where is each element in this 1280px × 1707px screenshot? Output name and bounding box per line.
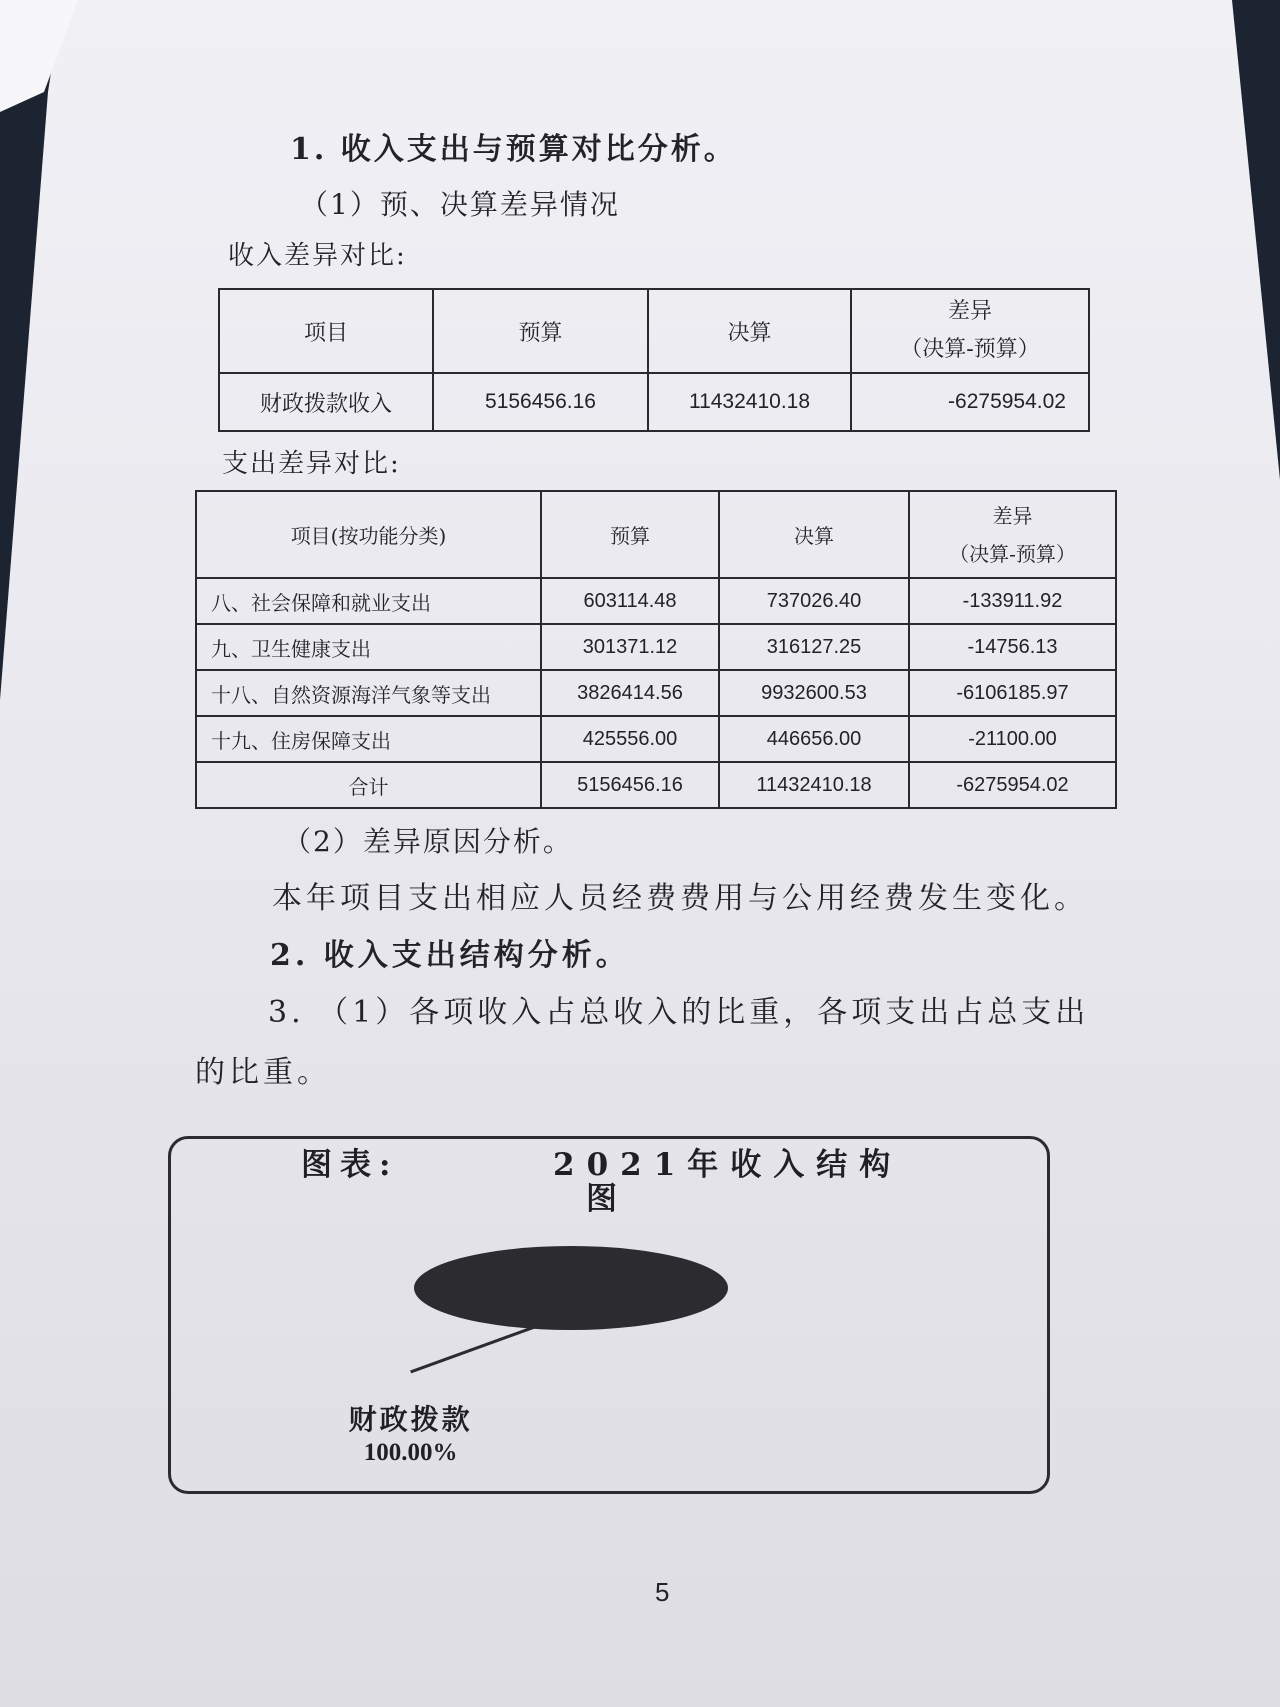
page-number: 5 bbox=[655, 1577, 670, 1607]
section3-line2: 的比重。 bbox=[195, 1055, 331, 1090]
cell-item: 财政拨款收入 bbox=[219, 373, 433, 431]
cell-budget: 301371.12 bbox=[541, 624, 719, 670]
header-budget: 预算 bbox=[433, 289, 648, 373]
header-diff-note: （决算-预算） bbox=[949, 541, 1076, 566]
cell-final: 737026.40 bbox=[719, 578, 909, 624]
cell-diff: -6106185.97 bbox=[909, 670, 1116, 716]
cell-budget: 603114.48 bbox=[541, 578, 719, 624]
chart-title-prefix: 图表: bbox=[301, 1147, 399, 1183]
cell-diff: -6275954.02 bbox=[851, 373, 1089, 431]
header-item: 项目 bbox=[219, 289, 433, 373]
cell-item: 十八、自然资源海洋气象等支出 bbox=[196, 670, 541, 716]
cell-item: 八、社会保障和就业支出 bbox=[196, 578, 541, 624]
section1-heading: 1. 收入支出与预算对比分析。 bbox=[290, 132, 737, 167]
cell-diff-total: -6275954.02 bbox=[909, 762, 1116, 808]
table-header-row bbox=[219, 289, 1089, 373]
cell-diff: -21100.00 bbox=[909, 716, 1116, 762]
cell-item-total: 合计 bbox=[196, 762, 541, 808]
cell-budget: 5156456.16 bbox=[433, 373, 648, 431]
cell-budget: 3826414.56 bbox=[541, 670, 719, 716]
table-row bbox=[196, 578, 1116, 624]
pie-slice-0 bbox=[414, 1246, 728, 1330]
expense-difference-table bbox=[195, 490, 1117, 809]
header-diff-note: （决算-预算） bbox=[900, 337, 1040, 362]
cell-final: 446656.00 bbox=[719, 716, 909, 762]
header-item: 项目(按功能分类) bbox=[196, 491, 541, 578]
section1-subheading: （1）预、决算差异情况 bbox=[300, 188, 620, 221]
income-difference-table bbox=[218, 288, 1090, 432]
table-header-row bbox=[196, 491, 1116, 578]
header-final: 决算 bbox=[719, 491, 909, 578]
expense-caption: 支出差异对比: bbox=[222, 449, 401, 479]
cell-diff: -14756.13 bbox=[909, 624, 1116, 670]
chart-title-line2: 图 bbox=[586, 1181, 617, 1217]
header-budget: 预算 bbox=[541, 491, 719, 578]
pie-slice-label-0: 财政拨款 bbox=[348, 1402, 473, 1436]
section3-line1: 3. （1）各项收入占总收入的比重，各项支出占总支出 bbox=[268, 995, 1090, 1030]
table-row bbox=[196, 670, 1116, 716]
header-diff-label: 差异 bbox=[992, 503, 1033, 528]
cell-final: 316127.25 bbox=[719, 624, 909, 670]
header-diff-label: 差异 bbox=[947, 299, 992, 324]
header-final: 决算 bbox=[648, 289, 851, 373]
cell-item: 十九、住房保障支出 bbox=[196, 716, 541, 762]
difference-reason-text: 本年项目支出相应人员经费费用与公用经费发生变化。 bbox=[272, 881, 1088, 916]
cell-budget-total: 5156456.16 bbox=[541, 762, 719, 808]
chart-title-line1: 2021年收入结构 bbox=[553, 1147, 903, 1183]
income-caption: 收入差异对比: bbox=[228, 241, 407, 271]
cell-item: 九、卫生健康支出 bbox=[196, 624, 541, 670]
section2-heading: 2. 收入支出结构分析。 bbox=[270, 938, 630, 973]
cell-final: 9932600.53 bbox=[719, 670, 909, 716]
table-row bbox=[196, 716, 1116, 762]
header-difference bbox=[851, 289, 1089, 373]
header-difference bbox=[909, 491, 1116, 578]
table-total-row bbox=[196, 762, 1116, 808]
difference-reason-subheading: （2）差异原因分析。 bbox=[283, 825, 573, 858]
cell-final: 11432410.18 bbox=[648, 373, 851, 431]
cell-final-total: 11432410.18 bbox=[719, 762, 909, 808]
table-row bbox=[219, 373, 1089, 431]
income-structure-chart bbox=[168, 1136, 1050, 1494]
cell-budget: 425556.00 bbox=[541, 716, 719, 762]
table-row bbox=[196, 624, 1116, 670]
pie-slice-value-0: 100.00% bbox=[363, 1438, 458, 1466]
pie-leader-line-0 bbox=[411, 1322, 549, 1372]
cell-diff: -133911.92 bbox=[909, 578, 1116, 624]
